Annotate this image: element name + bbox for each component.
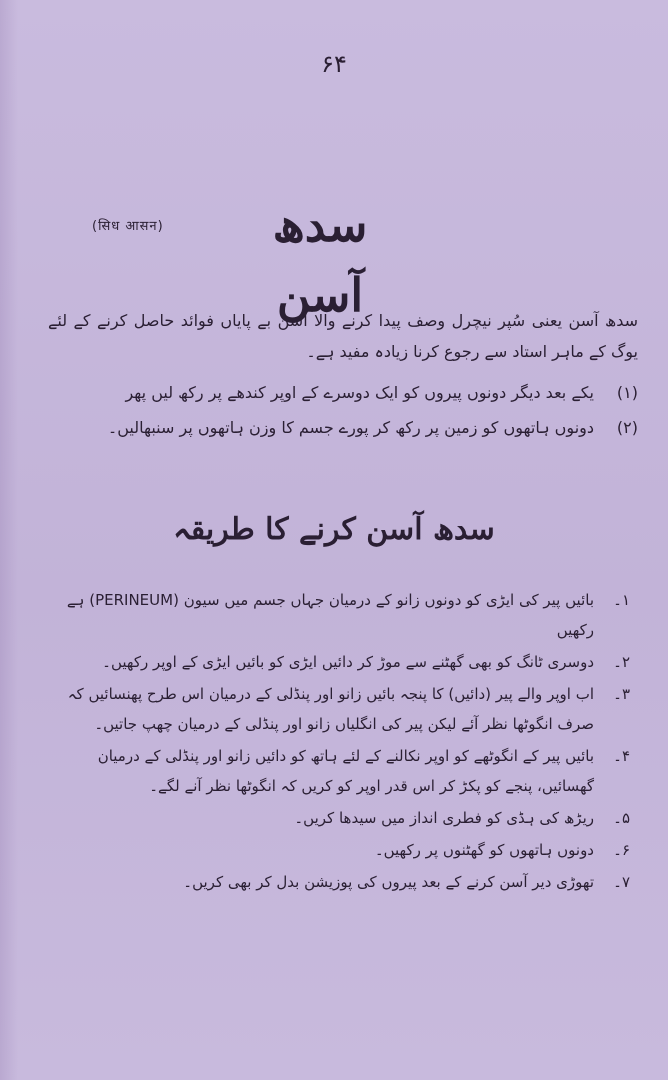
step-number: ۱۔ <box>613 591 630 609</box>
intro-section <box>48 305 638 447</box>
page-title: سدھ آسن <box>272 198 368 322</box>
intro-item <box>48 377 638 408</box>
step-item <box>50 679 630 739</box>
step-text: تھوڑی دیر آسن کرنے کے بعد پیروں کی پوزیشن بدل کر بھی کریں۔ <box>183 873 594 891</box>
page-number: ۶۴ <box>321 50 347 78</box>
step-text: اب اوپر والے پیر (دائیں) کا پنجہ بائیں زانو اور پنڈلی کے درمیان اس طرح پھنسائیں کہ صرف انگوٹھا نظر آئے لیکن پیر کی انگلیاں زانو اور پنڈلی کے درمیان چھپ جاتیں۔ <box>67 685 594 733</box>
step-number: ۷۔ <box>613 873 630 891</box>
section-heading: سدھ آسن کرنے کا طریقہ <box>173 512 495 547</box>
step-text: بائیں پیر کے انگوٹھے کو اوپر نکالنے کے لئے ہاتھ کو دائیں زانو اور پنڈلی کے درمیان گھسائیں، پنجے کو پکڑ کر اس قدر اوپر کو کریں کہ انگوٹھا نظر آنے لگے۔ <box>97 747 594 795</box>
intro-item-number: (۱) <box>616 383 638 402</box>
intro-paragraph: سدھ آسن یعنی سُپر نیچرل وصف پیدا کرنے والا آسن بے پایاں فوائد حاصل کرنے کے لئے یوگ کے ماہر استاد سے رجوع کرنا زیادہ مفید ہے۔ <box>48 311 638 361</box>
step-item <box>50 647 630 677</box>
step-number: ۲۔ <box>613 653 630 671</box>
step-number: ۴۔ <box>613 747 630 765</box>
title-hindi: (सिध आसन) <box>92 219 164 234</box>
intro-item-text: دونوں ہاتھوں کو زمین پر رکھ کر پورے جسم کا وزن ہاتھوں پر سنبھالیں۔ <box>107 418 594 437</box>
step-number: ۶۔ <box>613 841 630 859</box>
step-number: ۵۔ <box>613 809 630 827</box>
steps-list <box>50 585 630 899</box>
step-item <box>50 867 630 897</box>
step-item <box>50 803 630 833</box>
step-item <box>50 835 630 865</box>
step-number: ۳۔ <box>613 685 630 703</box>
step-item <box>50 585 630 645</box>
intro-item <box>48 412 638 443</box>
step-text: بائیں پیر کی ایڑی کو دونوں زانو کے درمیان جہاں جسم میں سیون (PERINEUM) ہے رکھیں <box>66 591 594 639</box>
intro-item-number: (۲) <box>616 418 638 437</box>
intro-item-text: یکے بعد دیگر دونوں پیروں کو ایک دوسرے کے اوپر کندھے پر رکھ لیں پھر <box>125 383 594 402</box>
step-text: دونوں ہاتھوں کو گھٹنوں پر رکھیں۔ <box>374 841 594 859</box>
step-text: ریڑھ کی ہڈی کو فطری انداز میں سیدھا کریں۔ <box>294 809 594 827</box>
step-item <box>50 741 630 801</box>
step-text: دوسری ٹانگ کو بھی گھٹنے سے موڑ کر دائیں ایڑی کو بائیں ایڑی کے اوپر رکھیں۔ <box>102 653 594 671</box>
title-row <box>0 190 668 322</box>
